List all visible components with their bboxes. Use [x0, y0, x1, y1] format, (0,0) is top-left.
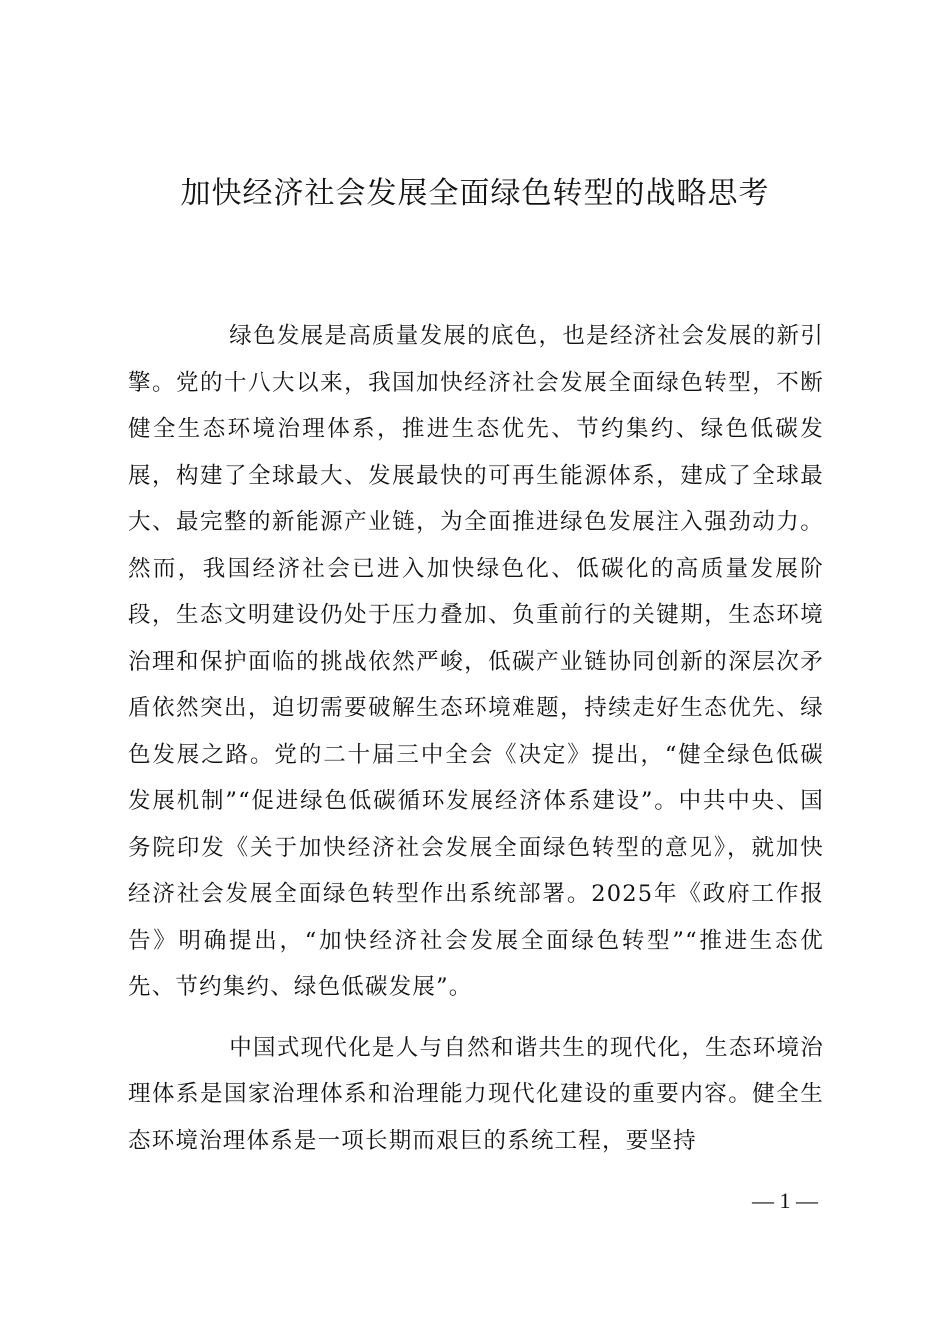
paragraph-1: 绿色发展是高质量发展的底色，也是经济社会发展的新引擎。党的十八大以来，我国加快经济社会发展全面绿色转型，不断健全生态环境治理体系，推进生态优先、节约集约、绿色低碳发展，构建了全球最大、发展最快的可再生能源体系，建成了全球最大、最完整的新能源产业链，为全面推进绿色发展注入强劲动力。然而，我国经济社会已进入加快绿色化、低碳化的高质量发展阶段，生态文明建设仍处于压力叠加、负重前行的关键期，生态环境治理和保护面临的挑战依然严峻，低碳产业链协同创新的深层次矛盾依然突出，迫切需要破解生态环境难题，持续走好生态优先、绿色发展之路。党的二十届三中全会《决定》提出，“健全绿色低碳发展机制”“促进绿色低碳循环发展经济体系建设”。中共中央、国务院印发《关于加快经济社会发展全面绿色转型的意见》，就加快经济社会发展全面绿色转型作出系统部署。2025年《政府工作报告》明确提出，“加快经济社会发展全面绿色转型”“推进生态优先、节约集约、绿色低碳发展”。 [128, 323, 824, 1000]
document-title: 加快经济社会发展全面绿色转型的战略思考 [180, 176, 770, 211]
document-body [128, 313, 824, 1164]
page-number: — 1 — [752, 1188, 818, 1213]
paragraph-2: 中国式现代化是人与自然和谐共生的现代化，生态环境治理体系是国家治理体系和治理能力现代化建设的重要内容。健全生态环境治理体系是一项长期而艰巨的系统工程，要坚持 [128, 1034, 824, 1154]
